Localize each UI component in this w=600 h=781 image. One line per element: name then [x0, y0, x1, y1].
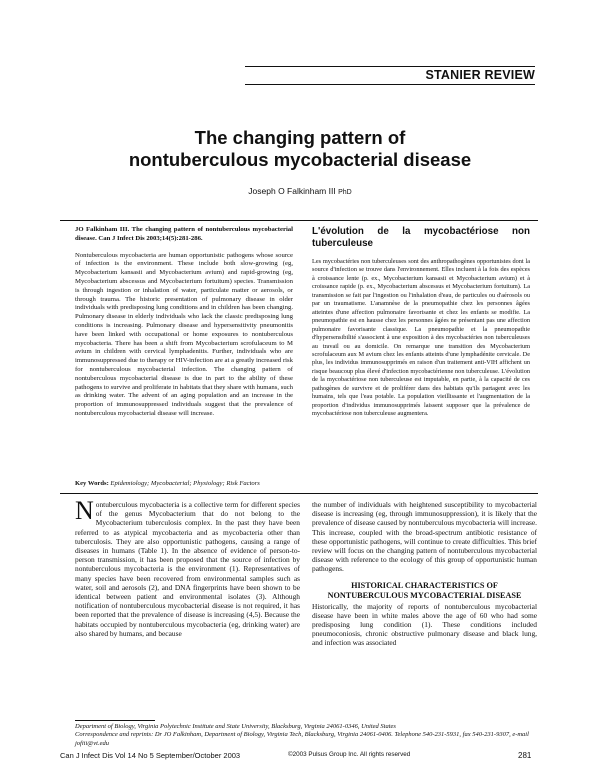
footnote-affiliation: Department of Biology, Virginia Polytechnic Institute and State University, Blacksburg, Virginia 24061-0346, United States — [75, 723, 396, 730]
footnote-correspondence: Correspondence and reprints: Dr JO Falkinham, Department of Biology, Virginia Tech, Blacksburg, Virginia 24061-0406. Telephone 540-231-5931, fax 540-231-9307, e-mail jofiii@vt.edu — [75, 731, 529, 747]
keywords — [75, 480, 535, 487]
section-heading-line-1: HISTORICAL CHARACTERISTICS OF — [351, 580, 498, 590]
body-column-right — [312, 500, 537, 648]
drop-cap: N — [75, 496, 94, 525]
section-heading-line-2: NONTUBERCULOUS MYCOBACTERIAL DISEASE — [327, 590, 522, 600]
body-right-text: the number of individuals with heightened susceptibility to mycobacterial disease is increasing (eg, through immunosuppression), it is likely that the prevalence of disease caused by nontuberculous mycobacteria will increase. This increase, coupled with the broad-spectrum antibiotic resistance of these opportunistic pathogens, will continue to create difficulties. This brief review will focus on the changing pattern of nontuberculous mycobacterial disease with reference to the ecology of this group of opportunistic human pathogens. — [312, 500, 537, 574]
abstract-french-title: L'évolution de la mycobactériose non tuberculeuse — [312, 226, 530, 249]
section-heading — [312, 581, 537, 601]
footnotes — [75, 723, 535, 748]
abstract-citation: JO Falkinham III. The changing pattern of nontuberculous mycobacterial disease. Can J Infect Dis 2003;14(5):281-286. — [75, 226, 293, 242]
footer-journal: Can J Infect Dis Vol 14 No 5 September/October 2003 — [60, 751, 241, 760]
footer-copyright: ©2003 Pulsus Group Inc. All rights reserved — [288, 751, 411, 758]
section-label: STANIER REVIEW — [425, 68, 535, 82]
header-rule-top — [245, 66, 535, 67]
author-name: Joseph O Falkinham III — [248, 186, 336, 196]
page-number: 281 — [518, 751, 532, 760]
abstract-english-body: Nontuberculous mycobacteria are human opportunistic pathogens whose source of infection is the environment. These include both slow-growing (eg, Mycobacterium kansasii and Mycobacterium avium) and rapid-growing (eg, Mycobacterium abscessus and Mycobacterium fortuitum) species. Transmission is through ingestion or inhalation of water, particulate matter or aerosols, or through trauma. The historic presentation of pulmonary disease in older individuals with predisposing lung conditions and in children has been changing. Pulmonary disease in elderly individuals who lack the classic predisposing lung conditions is increasing. Pulmonary disease and hypersensitivity pneumonitis have been linked with occupational or home exposures to nontuberculous mycobacteria. There has been a shift from Mycobacterium scrofulaceum to M avium in children with cervical lymphadenitis. Further, individuals who are immunosuppressed due to therapy or HIV-infection are at a greatly increased risk for nontuberculous mycobacterial infection. The changing pattern of nontuberculous mycobacterial disease is due in part to the ability of these pathogens to survive and proliferate in habitats that they share with humans, such as drinking water. The advent of an aging population and an increase in the proportion of immunosuppressed individuals suggest that the prevalence of nontuberculous mycobacterial disease will increase. — [75, 251, 293, 417]
abstract-english — [75, 226, 293, 419]
header-rule-bottom — [245, 84, 535, 85]
body-column-left — [75, 496, 300, 638]
author-line — [60, 186, 540, 196]
body-left-text: ontuberculous mycobacteria is a collective term for different species of the genus Mycobacterium that do not belong to the Mycobacterium tuberculosis complex. In the past they have been referred to as atypical mycobacteria and as mycobacteria other than tuberculosis. They are also opportunistic pathogens, causing a range of diseases in humans (Table 1). In the absence of evidence of person-to-person transmission, it has been proposed that the source of infection by nontuberculous mycobacteria is the environment (1). Representatives of many species have been recovered from environmental samples such as water, soil and aerosols (2), and DNA fingerprints have been shown to be identical between patient and environmental isolates (3). Although notification of nontuberculous mycobacterial disease is not required, it has been reported that the prevalence of disease is increasing (4,5). Because the habitats occupied by nontuberculous mycobacteria (eg, drinking water) are also shared by humans, and because — [75, 500, 300, 638]
keywords-terms: Epidemiology; Mycobacterial; Physiology; Risk Factors — [110, 480, 260, 487]
article-title — [60, 127, 540, 171]
body-right-text-2: Historically, the majority of reports of nontuberculous mycobacterial disease have been in white males above the age of 60 who had some predisposing lung condition (1). These conditions included pneumoconiosis, chronic obstructive pulmonary disease and black lung, and infection was associated — [312, 601, 537, 648]
footnote-rule — [75, 720, 155, 721]
keywords-label: Key Words: — [75, 480, 109, 487]
abstract-french — [312, 226, 530, 419]
abstract-french-body: Les mycobactéries non tuberculeuses sont des anthropathogènes opportunistes dont la source d'infection se trouve dans l'environnement. Elles incluent à la fois des espèces à croissance lente (p. ex., Mycobacterium kansasii et Mycobacterium avium) et à croissance rapide (p. ex., Mycobacterium abscessus et Mycobacterium fortuitum). La transmission se fait par l'ingestion ou l'inhalation d'eau, de particules ou d'aérosols ou par un traumatisme. L'anamnèse de la pneumopathie chez les personnes âgées atteintes d'une affection pulmonaire favorisante et chez les enfants se modifie. La pneumopathie est en hausse chez les personnes âgées ne présentant pas une affection pulmonaire favorisante classique. La pneumopathie et la pneumopathie d'hypersensibilité s'associent à une exposition à des mycobactéries non tuberculeuses au travail ou au domicile. On remarque une transition des Mycobacterium scrofulaceum aux M avium chez les enfants atteints d'une lymphadénite cervicale. De plus, les individus immunosupprimés en raison d'un traitement anti-VIH affichent un risque beaucoup plus élevé d'infection mycobactérienne non tuberculeuse. L'évolution de la mycobactériose non tuberculeuse est imputable, en partie, à la capacité de ces pathogènes de survivre et de proliférer dans des habitats qu'ils partagent avec les humains, tels que l'eau potable. La population vieillissante et l'augmentation de la proportion d'individus immunosupprimés laissent supposer que la prévalence de mycobactériose non tuberculeuse augmentera. — [312, 258, 530, 418]
author-degree: PhD — [338, 189, 352, 196]
title-line-1: The changing pattern of — [194, 127, 406, 148]
title-line-2: nontuberculous mycobacterial disease — [128, 149, 472, 170]
